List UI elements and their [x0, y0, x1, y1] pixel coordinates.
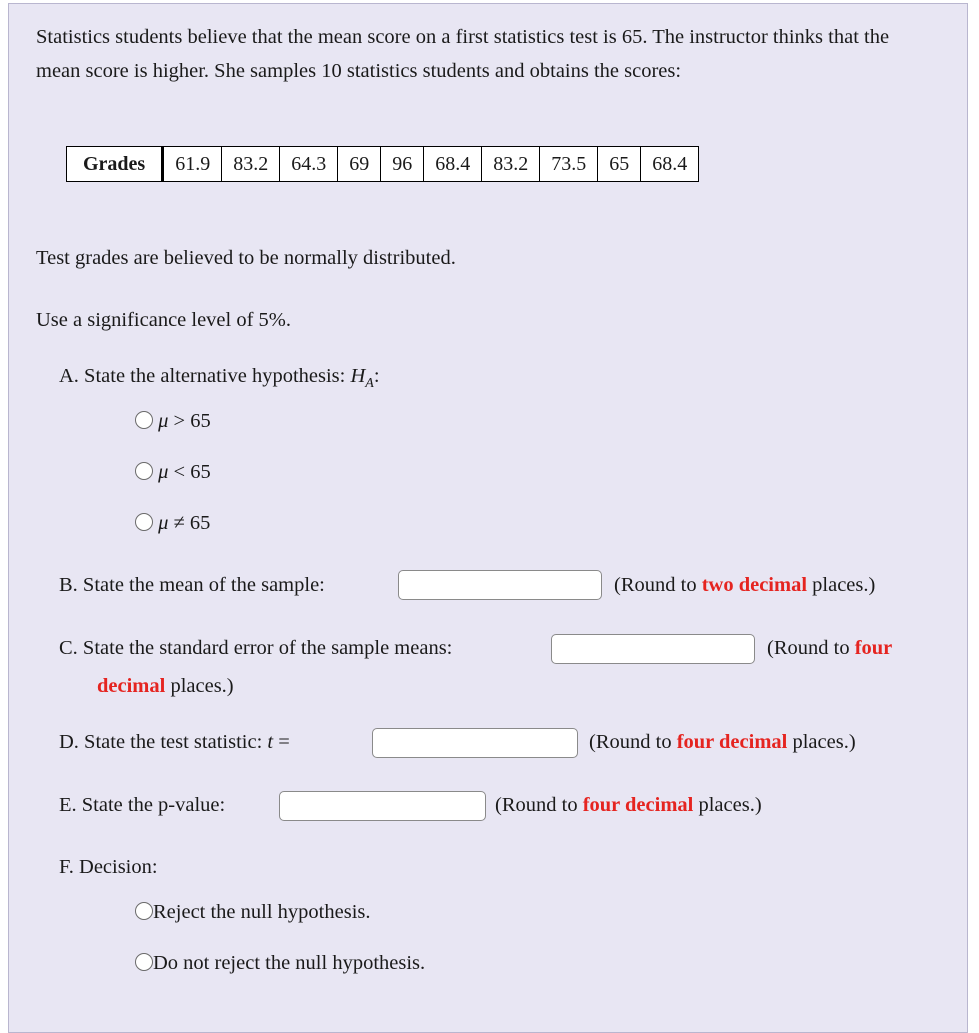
table-cell: 69 — [338, 147, 381, 182]
radio-button[interactable] — [135, 462, 153, 480]
radio-button[interactable] — [135, 513, 153, 531]
question-d-rounding: (Round to four decimal places.) — [589, 731, 856, 753]
table-cell: 64.3 — [280, 147, 338, 182]
table-row — [67, 147, 699, 182]
decision-option-do-not-reject[interactable]: Do not reject the null hypothesis. — [135, 952, 425, 975]
table-cell: 65 — [598, 147, 641, 182]
table-header-grades: Grades — [67, 147, 163, 182]
mu-symbol: μ — [158, 512, 169, 534]
mu-symbol: μ — [158, 461, 169, 483]
standard-error-input[interactable] — [551, 634, 755, 664]
question-d-label: D. State the test statistic: t = — [59, 731, 290, 753]
problem-intro: Statistics students believe that the mean score on a first statistics test is 65. The instructor thinks that the mean score is higher. She samples 10 statistics students and obtains the scores: — [36, 26, 890, 82]
table-cell: 96 — [381, 147, 424, 182]
question-c-rounding: (Round to four — [767, 637, 893, 659]
question-b-label: B. State the mean of the sample: — [59, 574, 325, 596]
hypothesis-subscript: A — [365, 376, 374, 391]
radio-button[interactable] — [135, 902, 153, 920]
decision-option-reject[interactable]: Reject the null hypothesis. — [135, 901, 371, 924]
question-e-label: E. State the p-value: — [59, 794, 226, 816]
question-e-rounding: (Round to four decimal places.) — [495, 794, 762, 816]
question-a-label: A. State the alternative hypothesis: $H_A$: — [59, 365, 380, 391]
alt-hypothesis-option-not-equal[interactable]: μ ≠ 65 — [135, 512, 210, 535]
question-c-label: C. State the standard error of the sample means: — [59, 637, 453, 659]
question-panel — [8, 3, 968, 1033]
significance-note: Use a significance level of 5%. — [36, 309, 292, 331]
mu-symbol: μ — [158, 410, 169, 432]
test-statistic-input[interactable] — [372, 728, 578, 758]
table-cell: 68.4 — [641, 147, 699, 182]
radio-button[interactable] — [135, 953, 153, 971]
normal-distribution-note: Test grades are believed to be normally distributed. — [36, 247, 456, 269]
question-c-rounding-cont: decimal places.) — [97, 675, 234, 697]
radio-button[interactable] — [135, 411, 153, 429]
alt-hypothesis-option-less[interactable]: μ < 65 — [135, 461, 211, 484]
table-cell: 68.4 — [424, 147, 482, 182]
question-b-rounding: (Round to two decimal places.) — [614, 574, 876, 596]
table-cell: 61.9 — [163, 147, 222, 182]
table-cell: 83.2 — [482, 147, 540, 182]
sample-mean-input[interactable] — [398, 570, 602, 600]
question-f-label: F. Decision: — [59, 856, 158, 878]
grades-table — [66, 146, 699, 182]
p-value-input[interactable] — [279, 791, 486, 821]
hypothesis-symbol: H — [350, 365, 366, 387]
table-cell: 83.2 — [222, 147, 280, 182]
table-cell: 73.5 — [540, 147, 598, 182]
alt-hypothesis-option-greater[interactable]: μ > 65 — [135, 410, 211, 433]
